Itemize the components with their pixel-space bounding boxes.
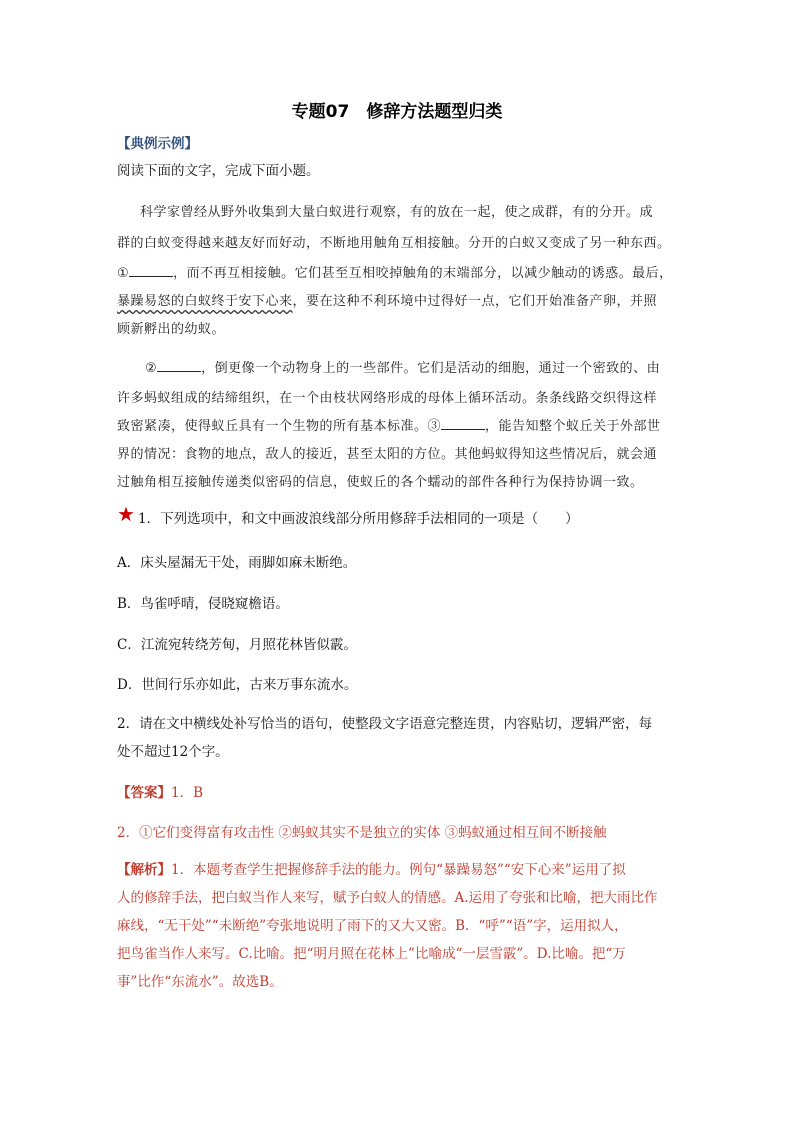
question-1-option-c[interactable]: C．江流宛转绕芳甸，月照花林皆似霰。 bbox=[117, 637, 357, 653]
passage-line: 顾新孵出的幼蚁。 bbox=[117, 322, 226, 337]
question-2-line: 2．请在文中横线处补写恰当的语句，使整段文字语意完整连贯，内容贴切，逻辑严密，每 bbox=[117, 716, 653, 732]
question-1-option-d[interactable]: D．世间行乐亦如此，古来万事东流水。 bbox=[117, 677, 358, 693]
passage-text: ，而不再互相接触。它们甚至互相咬掉触角的末端部分，以减少触动的诱惑。最后， bbox=[173, 266, 673, 281]
analysis-line: 事”比作“东流水”。故选B。 bbox=[117, 974, 283, 990]
blank-marker-1: ① bbox=[117, 266, 130, 281]
answer-1: 1．B bbox=[171, 785, 204, 801]
blank-marker-2: ② bbox=[145, 361, 158, 376]
passage-text: ，能告知整个蚁丘关于外部世 bbox=[485, 419, 661, 434]
passage-line bbox=[145, 357, 660, 376]
reading-instruction: 阅读下面的文字，完成下面小题。 bbox=[117, 163, 320, 179]
star-icon: ★ bbox=[117, 502, 135, 526]
page-title: 专题07 修辞方法题型归类 bbox=[291, 102, 503, 122]
passage-text: ，倒更像一个动物身上的一些部件。它们是活动的细胞，通过一个密致的、由 bbox=[201, 361, 661, 376]
analysis-line: 麻线，“无干处”“未断绝”夸张地说明了雨下的又大又密。B．“呼”“语”字，运用拟人， bbox=[117, 918, 628, 934]
answer-2: 2．①它们变得富有攻击性 ②蚂蚁其实不是独立的实体 ③蚂蚁通过相互间不断接触 bbox=[117, 825, 607, 841]
passage-line bbox=[117, 262, 673, 281]
answer-label: 【答案】 bbox=[117, 785, 171, 801]
passage-line bbox=[117, 415, 661, 434]
wavy-underlined-phrase: 暴躁易怒的白蚁终于安下心来 bbox=[117, 294, 293, 309]
analysis-line: 把鸟雀当作人来写。C.比喻。把“明月照在花林上”比喻成“一层雪霰”。D.比喻。把“万 bbox=[117, 946, 626, 962]
analysis-label: 【解析】 bbox=[117, 862, 171, 878]
question-1-option-b[interactable]: B．鸟雀呼晴，侵晓窥檐语。 bbox=[117, 596, 289, 612]
fill-blank-1[interactable] bbox=[129, 264, 173, 277]
section-label: 【典例示例】 bbox=[117, 136, 198, 152]
analysis-text: 1．本题考查学生把握修辞手法的能力。例句“暴躁易怒”“安下心来”运用了拟 bbox=[171, 862, 626, 878]
analysis-line bbox=[117, 858, 626, 878]
question-2-line: 处不超过12个字。 bbox=[117, 744, 229, 760]
passage-line: 过触角相互接触传递类似密码的信息，使蚁丘的各个蠕动的部件各种行为保持协调一致。 bbox=[117, 475, 644, 490]
passage-line: 界的情况：食物的地点，敌人的接近，甚至太阳的方位。其他蚂蚁得知这些情况后，就会通 bbox=[117, 447, 658, 462]
passage-line: 许多蚂蚁组成的结缔组织，在一个由枝状网络形成的母体上循环活动。条条线路交织得这样 bbox=[117, 391, 658, 406]
answer-block bbox=[117, 781, 203, 801]
analysis-line: 人的修辞手法，把白蚁当作人来写，赋予白蚁人的情感。A.运用了夸张和比喻，把大雨比作 bbox=[117, 890, 658, 906]
passage-line: 群的白蚁变得越来越友好而好动，不断地用触角互相接触。分开的白蚁又变成了另一种东西。 bbox=[117, 236, 671, 251]
passage-text: 致密紧凑，使得蚁丘具有一个生物的所有基本标准。③ bbox=[117, 419, 442, 434]
passage-line bbox=[117, 290, 657, 309]
fill-blank-3[interactable] bbox=[441, 417, 485, 430]
question-1-stem: 1．下列选项中，和文中画波浪线部分所用修辞手法相同的一项是（ ） bbox=[138, 511, 579, 527]
passage-text: ，要在这种不利环境中过得好一点，它们开始准备产卵，并照 bbox=[292, 294, 658, 309]
question-1-option-a[interactable]: A．床头屋漏无干处，雨脚如麻未断绝。 bbox=[117, 555, 357, 571]
fill-blank-2[interactable] bbox=[157, 359, 201, 372]
passage-line: 科学家曾经从野外收集到大量白蚁进行观察，有的放在一起，使之成群，有的分开。成 bbox=[140, 205, 654, 220]
